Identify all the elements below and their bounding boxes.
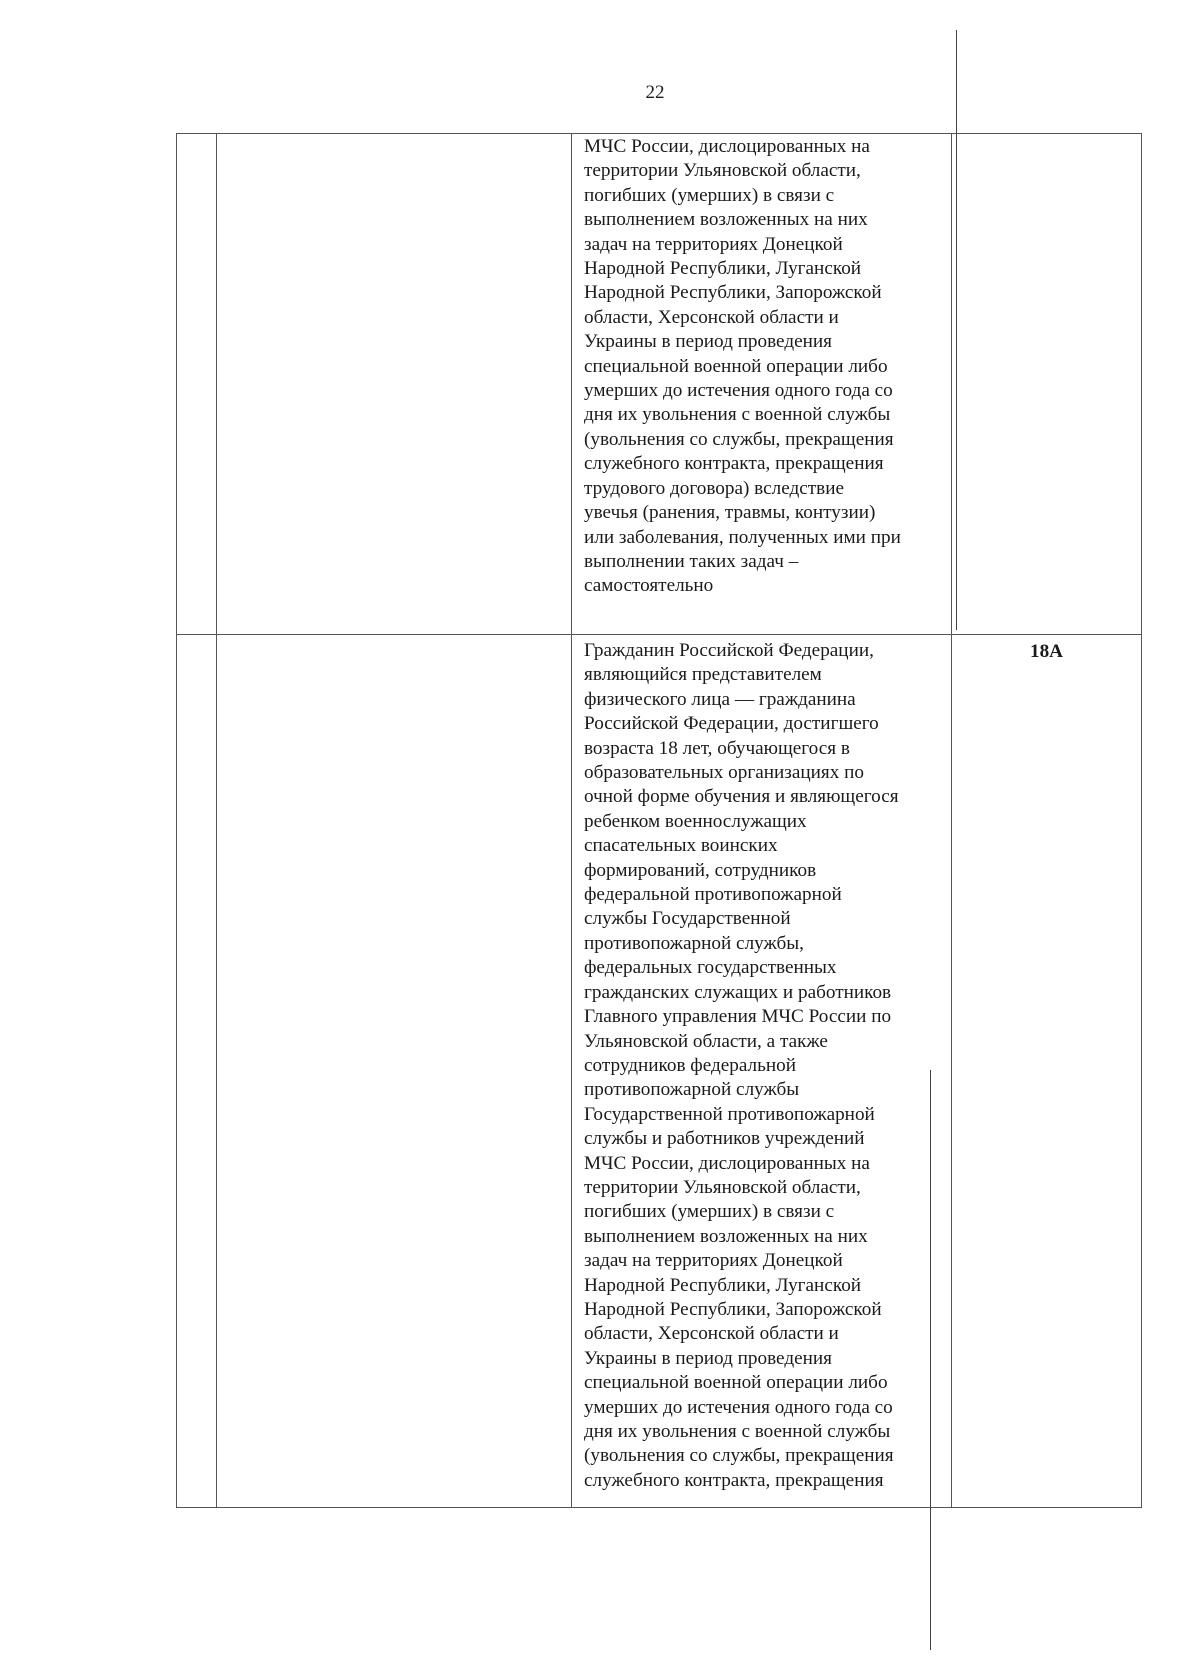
scan-artifact-line	[956, 30, 957, 630]
table-cell-category	[217, 635, 572, 1508]
description-text: Гражданин Российской Федерации, являющийся представителем физического лица –– гражданина Российской Федерации, достигшего возраста 18 лет, обучающегося в образовательных организациях по очной форме обучения и являющегося ребенком военнослужащих спасательных воинских формирований, сотрудников федеральной противопожарной службы Государственной противопожарной службы, федеральных государственных гражданских служащих и работников Главного управления МЧС России по Ульяновской области, а также сотрудников федеральной противопожарной службы Государственной противопожарной службы и работников учреждений МЧС России, дислоцированных на территории Ульяновской области, погибших (умерших) в связи с выполнением возложенных на них задач на территориях Донецкой Народной Республики, Луганской Народной Республики, Запорожской области, Херсонской области и Украины в период проведения специальной военной операции либо умерших до истечения одного года со дня их увольнения с военной службы (увольнения со службы, прекращения служебного контракта, прекращения	[584, 640, 899, 1491]
table-cell-description	[572, 134, 952, 635]
table-row	[177, 635, 1142, 1508]
table-cell-code	[952, 134, 1142, 635]
table-cell-number	[177, 134, 217, 635]
document-table	[176, 133, 1142, 1508]
table-cell-description	[572, 635, 952, 1508]
description-text: МЧС России, дислоцированных на территории Ульяновской области, погибших (умерших) в связи с выполнением возложенных на них задач на территориях Донецкой Народной Республики, Луганской Народной Республики, Запорожской области, Херсонской области и Украины в период проведения специальной военной операции либо умерших до истечения одного года со дня их увольнения с военной службы (увольнения со службы, прекращения служебного контракта, прекращения трудового договора) вследствие увечья (ранения, травмы, контузии) или заболевания, полученных ими при выполнении таких задач – самостоятельно	[584, 136, 901, 597]
table-cell-category	[217, 134, 572, 635]
table-cell-code: 18А	[952, 635, 1142, 1508]
table-row	[177, 134, 1142, 635]
scan-artifact-line	[930, 1070, 931, 1650]
table-cell-number	[177, 635, 217, 1508]
page-number: 22	[645, 82, 665, 103]
